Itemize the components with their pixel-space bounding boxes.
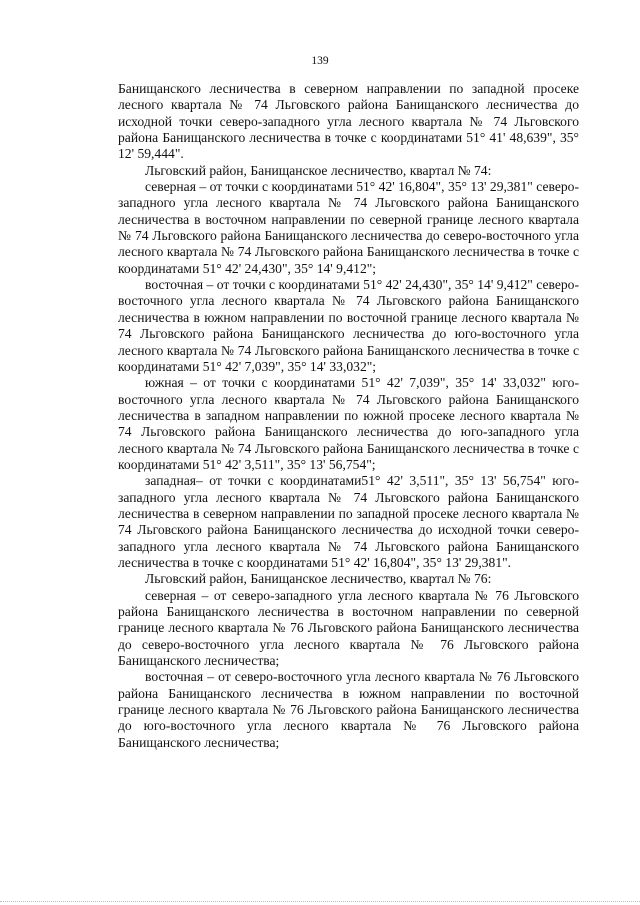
section-heading-quarter-74: Льговский район, Банищанское лесничество, квартал № 74: <box>145 162 492 178</box>
boundary-east-76: восточная – от северо-восточного угла лесного квартала № 76 Льговского района Банищанского лесничества в южном направлении по восточной границе лесного квартала № 76 Льговского района Банищанского лесничества до юго-восточного угла лесного квартала № 76 Льговского района Банищанского лесничества; <box>118 669 579 750</box>
boundary-north-76: северная – от северо-западного угла лесного квартала № 76 Льговского района Банищанского лесничества в восточном направлении по северной границе лесного квартала № 76 Льговского района Банищанского лесничества до северо-восточного угла лесного квартала № 76 Льговского района Банищанского лесничества; <box>118 587 579 669</box>
scan-edge-line <box>0 901 640 902</box>
paragraph-continuation: Банищанского лесничества в северном направлении по западной просеке лесного квартала № 74 Льговского района Банищанского лесничества до исходной точки северо-западного угла лесного квартала № 74 Льговского района Банищанского лесничества в точке с координатами 51° 41' 48,639", 35° 12' 59,444". <box>118 81 579 162</box>
boundary-north-74: северная – от точки с координатами 51° 42' 16,804", 35° 13' 29,381" северо-западного угла лесного квартала № 74 Льговского района Банищанского лесничества в восточном направлении по северной границе лесного квартала № 74 Льговского района Банищанского лесничества до северо-восточного угла лесного квартала № 74 Льговского района Банищанского лесничества в точке с координатами 51° 42' 24,430", 35° 14' 9,412"; <box>118 179 579 276</box>
boundary-south-74: южная – от точки с координатами 51° 42' 7,039", 35° 14' 33,032" юго-восточного угла лесного квартала № 74 Льговского района Банищанского лесничества в западном направлении по южной просеке лесного квартала № 74 Льговского района Банищанского лесничества до юго-западного угла лесного квартала № 74 Льговского района Банищанского лесничества в точке с координатами 51° 42' 3,511", 35° 13' 56,754"; <box>118 375 579 472</box>
document-body <box>118 81 579 751</box>
boundary-west-74: западная– от точки с координатами51° 42' 3,511", 35° 13' 56,754" юго-западного угла лесного квартала № 74 Льговского района Банищанского лесничества в северном направлении по западной просеке лесного квартала № 74 Льговского района Банищанского лесничества до исходной точки северо-западного угла лесного квартала № 74 Льговского района Банищанского лесничества в точке с координатами 51° 42' 16,804", 35° 13' 29,381". <box>118 473 579 570</box>
boundary-east-74: восточная – от точки с координатами 51° 42' 24,430", 35° 14' 9,412" северо-восточного угла лесного квартала № 74 Льговского района Банищанского лесничества в южном направлении по восточной границе лесного квартала № 74 Льговского района Банищанского лесничества до юго-восточного угла лесного квартала № 74 Льговского района Банищанского лесничества в точке с координатами 51° 42' 7,039", 35° 14' 33,032"; <box>118 277 579 374</box>
section-heading-quarter-76: Льговский район, Банищанское лесничество, квартал № 76: <box>145 571 492 587</box>
page-number: 139 <box>311 55 329 67</box>
